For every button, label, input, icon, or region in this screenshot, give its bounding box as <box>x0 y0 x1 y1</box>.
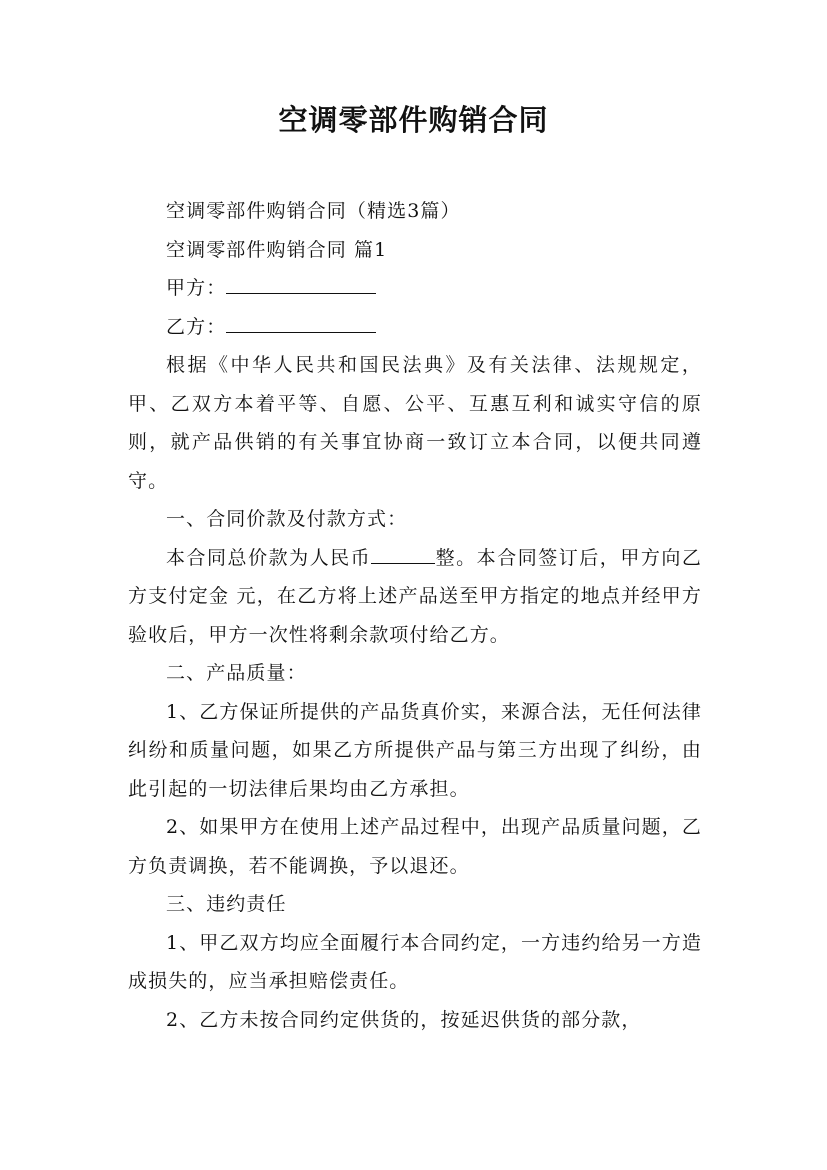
paragraph-clause-2-item-2: 2、如果甲方在使用上述产品过程中，出现产品质量问题，乙方负责调换，若不能调换，予以退还。 <box>128 816 702 877</box>
party-b-line <box>128 308 702 347</box>
paragraph-clause-2-item-1: 1、乙方保证所提供的产品货真价实，来源合法，无任何法律纠纷和质量问题，如果乙方所提供产品与第三方出现了纠纷，由此引起的一切法律后果均由乙方承担。 <box>128 700 702 800</box>
paragraph-clause-3-item-2: 2、乙方未按合同约定供货的，按延迟供货的部分款， <box>166 1008 642 1031</box>
paragraph-clause-3-heading: 三、违约责任 <box>166 893 287 915</box>
paragraph-subtitle: 空调零部件购销合同（精选3篇） <box>166 200 461 222</box>
clause-1-text-b: 整。本合同签订后，甲方向乙方支付定金 元，在乙方将上述产品送至甲方指定的地点并经甲方验收后，甲方一次性将剩余款项付给乙方。 <box>128 546 702 646</box>
paragraph-clause-3-item-1: 1、甲乙双方均应全面履行本合同约定，一方违约给另一方造成损失的，应当承担赔偿责任。 <box>128 931 702 992</box>
clause-1-text-a: 本合同总价款为人民币 <box>166 546 372 569</box>
paragraph-section-heading: 空调零部件购销合同 篇1 <box>166 238 388 261</box>
party-a-label: 甲方： <box>166 277 227 299</box>
party-b-blank <box>226 312 376 333</box>
document-body <box>128 192 702 1039</box>
party-a-line <box>128 269 702 308</box>
document-title: 空调零部件购销合同 <box>278 103 549 137</box>
party-a-blank <box>226 273 376 294</box>
paragraph-clause-2-heading: 二、产品质量： <box>166 662 307 684</box>
amount-blank <box>371 543 435 564</box>
paragraph-clause-1-heading: 一、合同价款及付款方式： <box>166 508 408 530</box>
paragraph-clause-1-body <box>128 539 702 655</box>
party-b-label: 乙方： <box>166 315 227 338</box>
paragraph-preamble: 根据《中华人民共和国民法典》及有关法律、法规规定，甲、乙双方本着平等、自愿、公平、互惠互利和诚实守信的原则，就产品供销的有关事宜协商一致订立本合同，以便共同遵守。 <box>128 354 702 492</box>
